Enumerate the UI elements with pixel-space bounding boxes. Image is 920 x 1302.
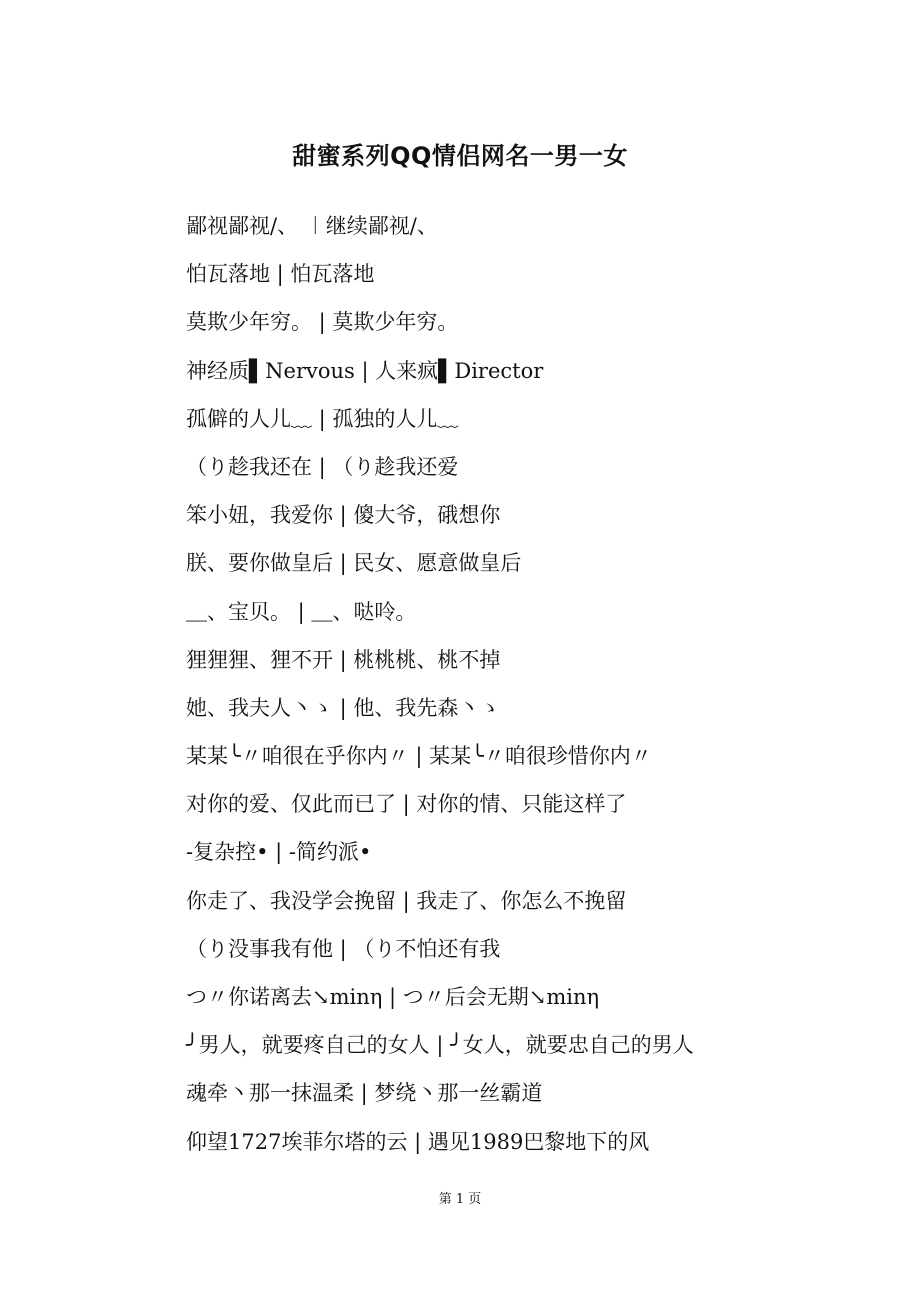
- nickname-pair: 莫欺少年穷。 | 莫欺少年穷。: [186, 310, 459, 335]
- nickname-list: [186, 204, 886, 1168]
- nickname-pair: 某某╰〃咱很在乎你内〃 | 某某╰〃咱很珍惜你内〃: [186, 744, 652, 769]
- nickname-pair: 狸狸狸、狸不开 | 桃桃桃、桃不掉: [186, 647, 501, 672]
- nickname-pair: 笨小妞，我爱你 | 傻大爷，硪想你: [186, 503, 501, 528]
- nickname-pair: ╯男人，就要疼自己的女人 | ╯女人，就要忠自己的男人: [186, 1033, 694, 1058]
- nickname-pair: 对你的爱、仅此而已了 | 对你的情、只能这样了: [186, 792, 627, 817]
- nickname-pair: ＿、宝贝。 | ＿、哒呤。: [186, 599, 417, 624]
- nickname-pair: （り趁我还在 | （り趁我还爱: [186, 454, 459, 479]
- nickname-pair: 她、我夫人丶ゝ | 他、我先森丶ゝ: [186, 695, 501, 720]
- nickname-pair: -复杂控• | -简约派•: [186, 840, 372, 865]
- nickname-pair: 朕、要你做皇后 | 民女、愿意做皇后: [186, 551, 522, 576]
- nickname-pair: 魂牵丶那一抹温柔 | 梦绕丶那一丝霸道: [186, 1081, 543, 1106]
- nickname-pair: 孤僻的人儿﹏ | 孤独的人儿﹏: [186, 406, 459, 431]
- nickname-pair: 仰望1727埃菲尔塔的云 | 遇见1989巴黎地下的风: [186, 1129, 650, 1154]
- nickname-pair: 鄙视鄙视/、 ︱继续鄙视/、: [186, 214, 438, 238]
- document-title: 甜蜜系列QQ情侣网名一男一女: [292, 142, 628, 170]
- nickname-pair: （り没事我有他 | （り不怕还有我: [186, 936, 501, 961]
- page-number: 第 1 页: [438, 1192, 482, 1207]
- nickname-pair: 怕瓦落地 | 怕瓦落地: [186, 262, 375, 287]
- nickname-pair: 神经质▌Nervous | 人来疯▌Director: [186, 358, 544, 383]
- nickname-pair: つ〃你诺离去↘minη | つ〃后会无期↘minη: [186, 985, 600, 1009]
- nickname-pair: 你走了、我没学会挽留 | 我走了、你怎么不挽留: [186, 888, 627, 913]
